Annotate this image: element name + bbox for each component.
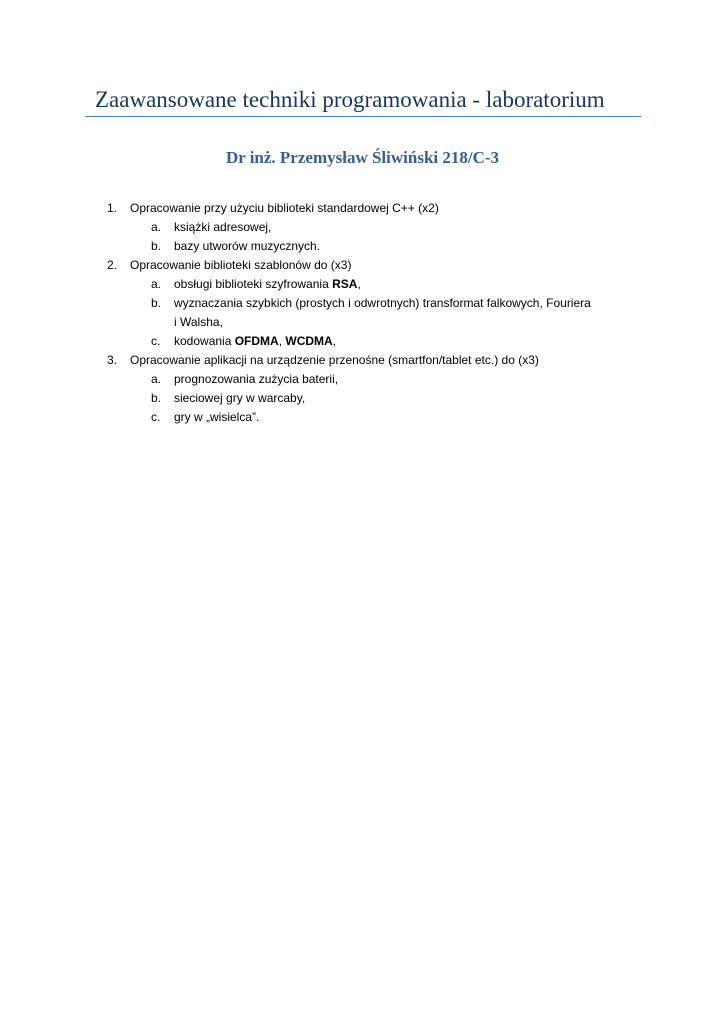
subtask-letter: c. [151,334,161,348]
subtask-letter: a. [151,220,162,234]
subtask-item-1a [0,218,725,237]
subtask-letter: c. [151,410,161,424]
task-number: 3. [107,353,118,367]
keyword-separator: , [278,334,286,348]
subtask-letter: a. [151,277,162,291]
subtask-text-lead: obsługi biblioteki szyfrowania [174,277,333,291]
subtask-item-3c [0,408,725,427]
subtask-item-1b [0,237,725,256]
subtask-text [174,275,361,294]
subtask-letter: b. [151,391,162,405]
task-item-1 [0,199,725,218]
keyword-ofdma: OFDMA [234,334,279,348]
subtask-letter: a. [151,372,162,386]
subtask-text: wyznaczania szybkich (prostych i odwrotnych) transformat falkowych, Fouriera [174,296,591,310]
task-number: 1. [107,201,118,215]
author-heading: Dr inż. Przemysław Śliwiński 218/C-3 [225,148,500,167]
subtask-text: gry w „wisielca”. [174,410,260,424]
subtask-text-tail: , [357,277,361,291]
subtask-letter: b. [151,239,162,253]
task-list [0,199,725,427]
subtask-text-tail: , [332,334,337,348]
subtask-item-2b [0,294,725,313]
subtask-letter: b. [151,296,162,310]
subtask-text: sieciowej gry w warcaby, [174,391,306,405]
subtask-text: bazy utworów muzycznych. [174,239,321,253]
subtask-text-lead: kodowania [174,334,235,348]
task-text: Opracowanie przy użyciu biblioteki standardowej C++ (x2) [130,201,439,215]
subtask-item-2b-continuation [0,313,725,332]
task-text: Opracowanie biblioteki szablonów do (x3) [130,258,352,272]
subtask-item-2c [0,332,725,351]
task-text: Opracowanie aplikacji na urządzenie przenośne (smartfon/tablet etc.) do (x3) [130,353,539,367]
keyword-wcdma: WCDMA [285,334,333,348]
subtask-text: książki adresowej, [174,220,272,234]
subtask-item-3a [0,370,725,389]
task-item-2 [0,256,725,275]
keyword-rsa: RSA [332,277,358,291]
subtask-text: prognozowania zużycia baterii, [174,372,339,386]
subtask-text-continuation: i Walsha, [174,315,223,329]
subtask-item-2a [0,275,725,294]
task-number: 2. [107,258,118,272]
subtask-item-3b [0,389,725,408]
subtask-text [174,332,336,351]
task-item-3 [0,351,725,370]
document-title: Zaawansowane techniki programowania - laboratorium [95,87,605,112]
title-underline [85,116,641,117]
